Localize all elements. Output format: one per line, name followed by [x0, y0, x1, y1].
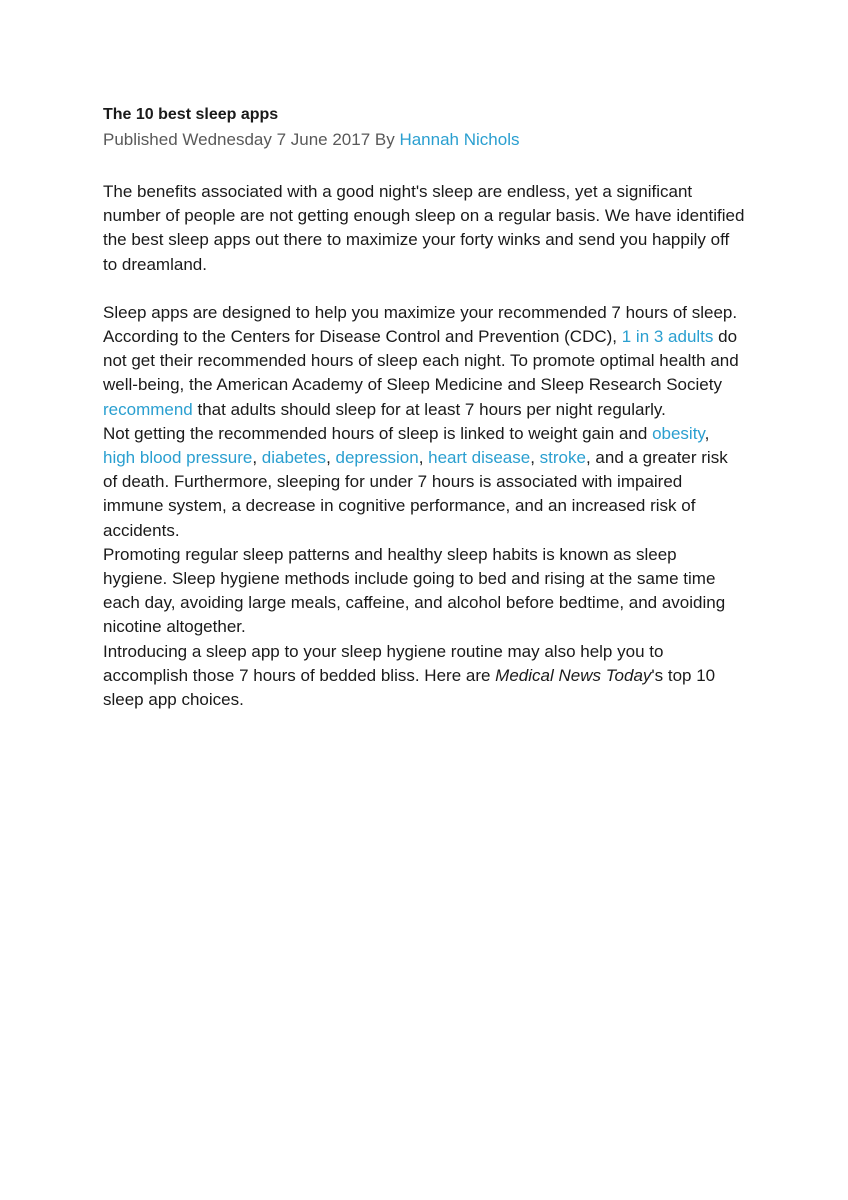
separator: ,	[252, 448, 262, 468]
paragraph-3-text-b: , and a greater risk of death. Furthermore, sleeping for under 7 hours is associated with impaired immune system, a decrease in cognitive performance, and an increased risk of accidents.	[103, 448, 728, 540]
publication-name: Medical News Today	[495, 665, 652, 685]
lede-paragraph: The benefits associated with a good night's sleep are endless, yet a significant number of people are not getting enough sleep on a regular basis. We have identified the best sleep apps out there to maximize your forty winks and send you happily off to dreamland.	[103, 182, 745, 274]
article-body	[103, 301, 745, 712]
article-lede	[103, 180, 745, 277]
article-title: The 10 best sleep apps	[103, 106, 279, 123]
paragraph-2-text-b: do not get their recommended hours of sleep each night. To promote optimal health and well-being, the American Academy of Sleep Medicine and Sleep Research Society	[103, 327, 739, 395]
paragraph-5-text-a: Introducing a sleep app to your sleep hygiene routine may also help you to accomplish those 7 hours of bedded bliss. Here are	[103, 641, 664, 685]
link-obesity[interactable]: obesity	[652, 423, 705, 443]
separator: ,	[418, 448, 429, 468]
paragraph-3	[103, 422, 745, 543]
link-heart-disease[interactable]: heart disease	[428, 448, 531, 468]
paragraph-4: Promoting regular sleep patterns and healthy sleep habits is known as sleep hygiene. Sleep hygiene methods include going to bed and rising at the same time each day, avoiding large meals, caffeine, and alcohol before bedtime, and avoiding nicotine altogether.	[103, 544, 726, 637]
link-high-blood-pressure[interactable]: high blood pressure	[103, 448, 253, 468]
paragraph-1: Sleep apps are designed to help you maximize your recommended 7 hours of sleep.	[103, 302, 738, 322]
paragraph-2	[103, 325, 745, 422]
separator: ,	[530, 448, 540, 468]
link-1-in-3-adults[interactable]: 1 in 3 adults	[621, 327, 714, 347]
article-byline	[103, 128, 745, 152]
paragraph-5-text-b: 's top 10 sleep app choices.	[103, 665, 716, 710]
separator: ,	[704, 423, 710, 443]
paragraph-2-text-c: that adults should sleep for at least 7 hours per night regularly.	[192, 399, 666, 419]
link-recommend[interactable]: recommend	[103, 399, 193, 419]
published-date: Published Wednesday 7 June 2017 By	[103, 130, 400, 149]
paragraph-5	[103, 640, 745, 713]
paragraph-3-text-a: Not getting the recommended hours of sleep is linked to weight gain and	[103, 423, 653, 443]
author-link[interactable]: Hannah Nichols	[399, 130, 520, 149]
link-depression[interactable]: depression	[335, 448, 419, 468]
article	[103, 104, 745, 712]
link-diabetes[interactable]: diabetes	[261, 448, 327, 468]
link-stroke[interactable]: stroke	[539, 448, 586, 468]
paragraph-2-text-a: According to the Centers for Disease Control and Prevention (CDC),	[103, 327, 622, 347]
separator: ,	[326, 448, 336, 468]
